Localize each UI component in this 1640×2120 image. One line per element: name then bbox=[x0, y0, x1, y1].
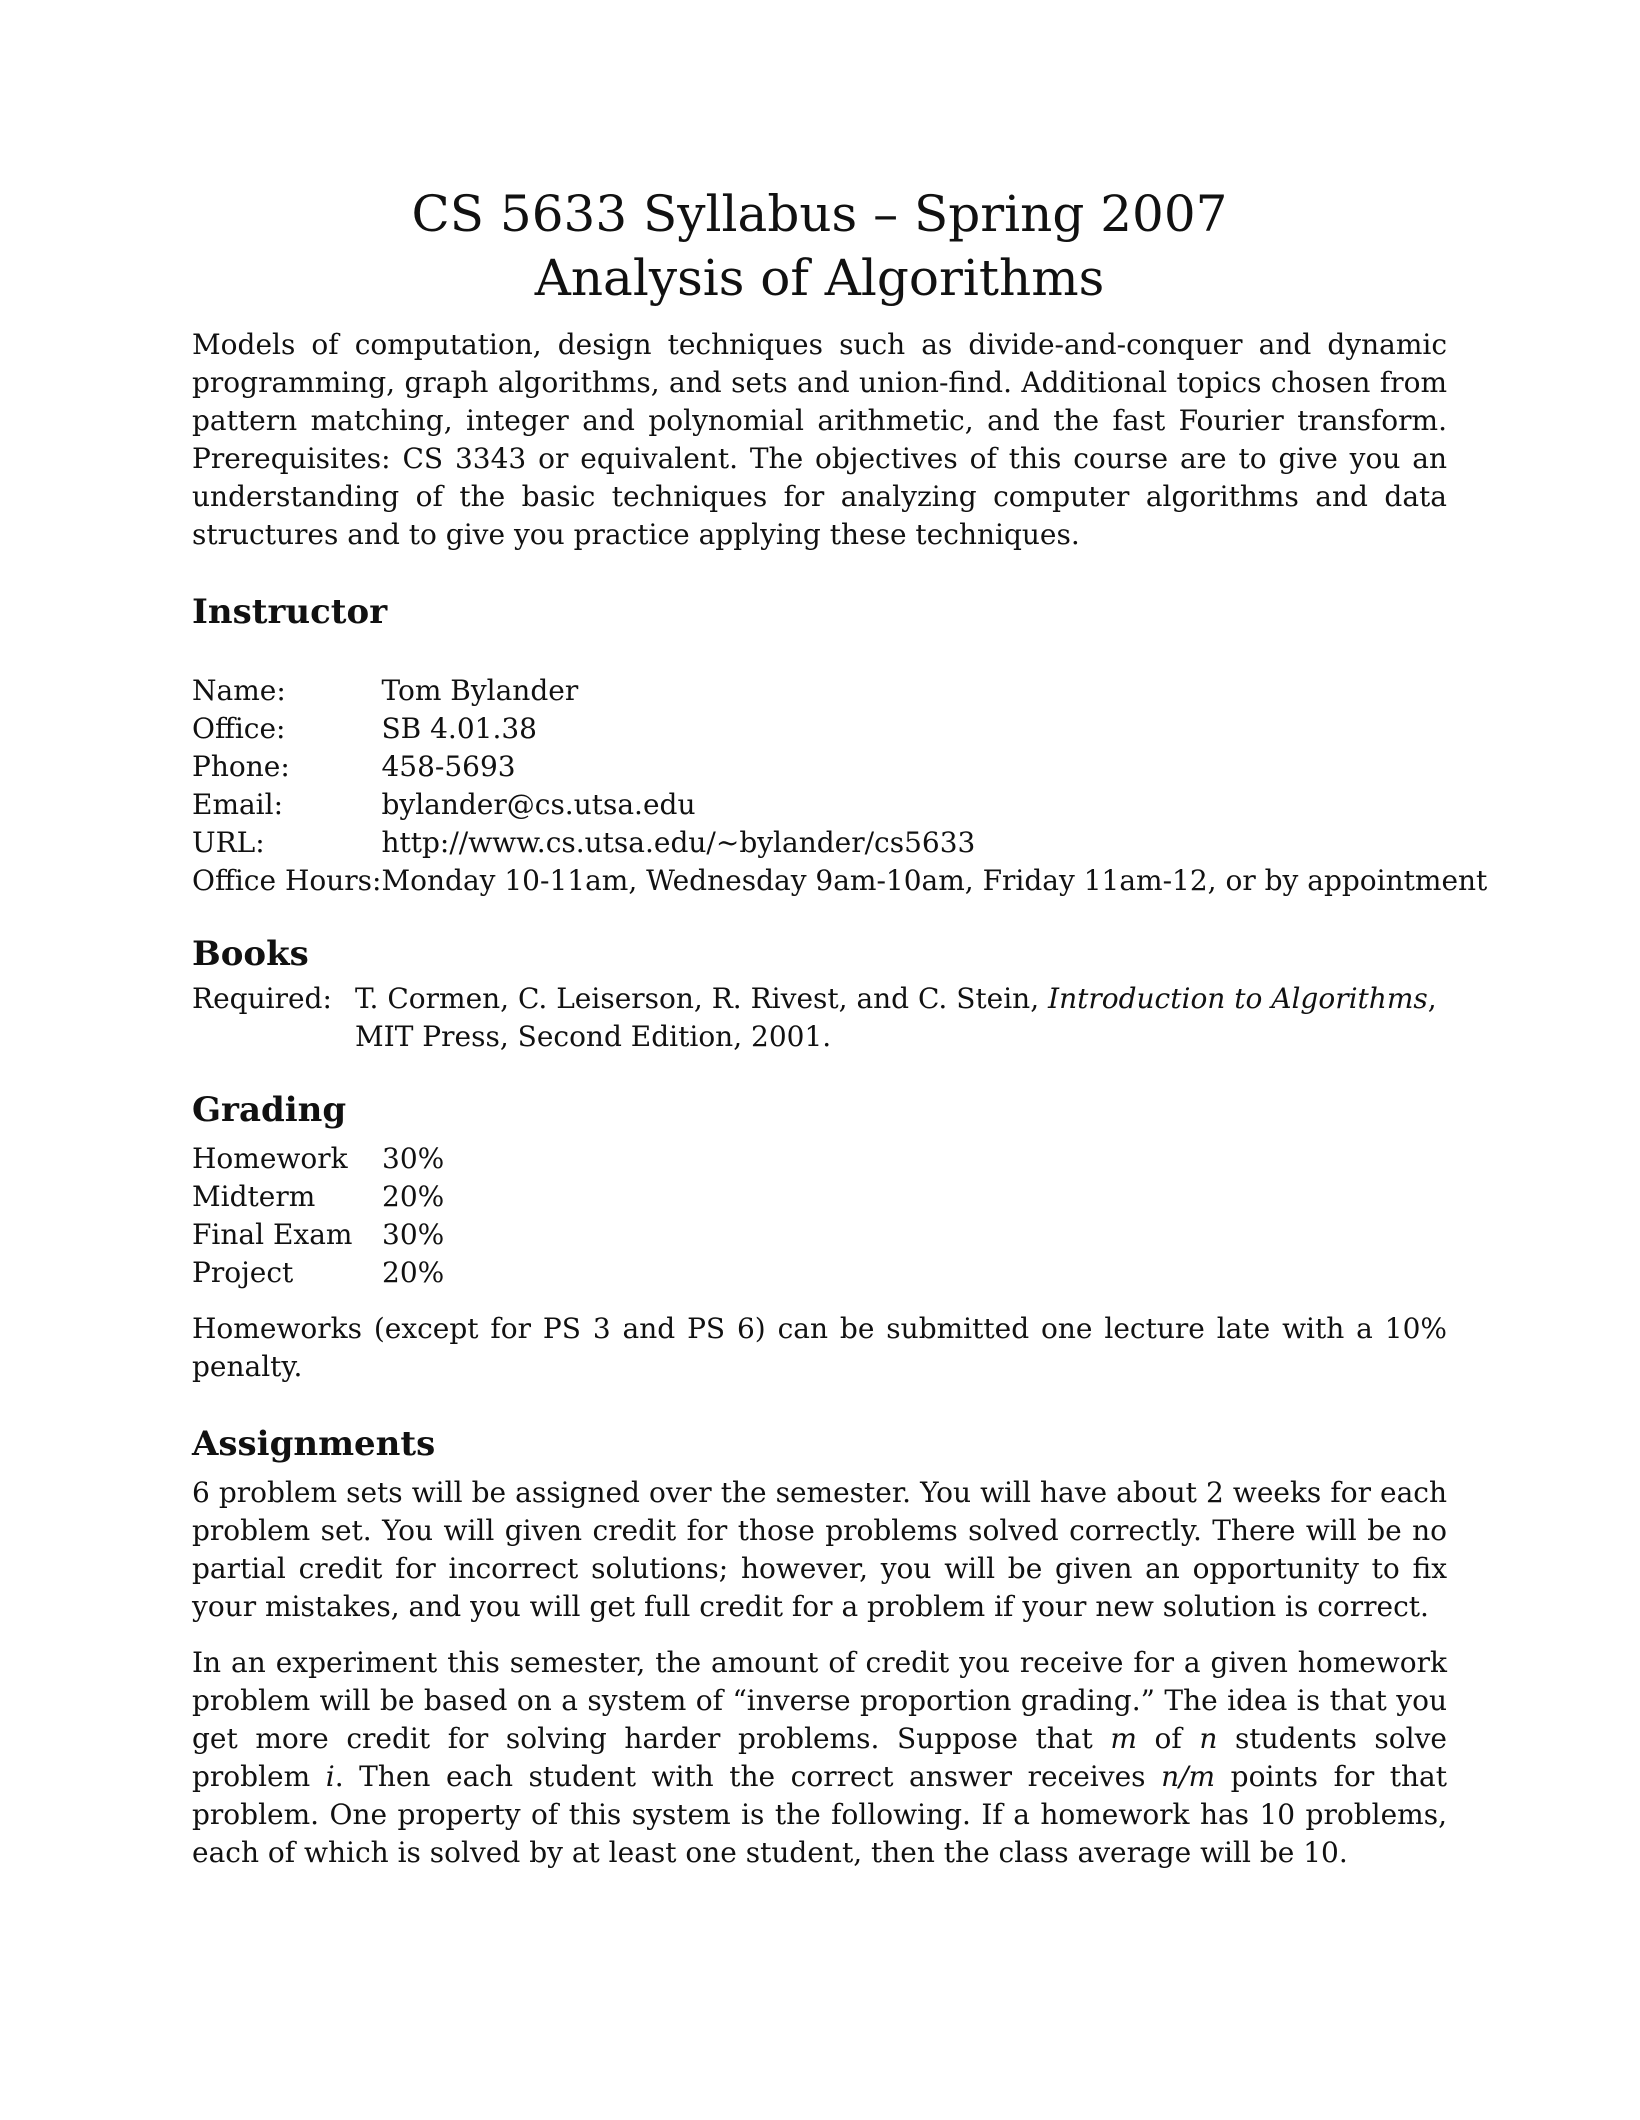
instructor-row-label: Name: bbox=[192, 674, 286, 707]
instructor-row-label: Office: bbox=[192, 712, 286, 745]
section-heading-instructor: Instructor bbox=[192, 592, 388, 632]
section-heading-grading: Grading bbox=[192, 1090, 347, 1130]
books-entry bbox=[192, 980, 1447, 1056]
title-subject: Analysis of Algorithms bbox=[534, 249, 1105, 307]
grading-row-label: Project bbox=[192, 1256, 294, 1289]
grading-row bbox=[192, 1216, 444, 1254]
grading-row-value: 30% bbox=[382, 1142, 445, 1175]
grading-row-label: Midterm bbox=[192, 1180, 316, 1213]
instructor-row-value: bylander@cs.utsa.edu bbox=[381, 788, 696, 821]
assignments-paragraph-1: 6 problem sets will be assigned over the semester. You will have about 2 weeks for each problem set. You will given credit for those problems solved correctly. There will be no partial credit for incorrect solutions; however, you will be given an opportunity to fix your mistakes, and you will get full credit for a problem if your new solution is correct. bbox=[192, 1476, 1447, 1623]
section-heading-books: Books bbox=[192, 934, 309, 974]
instructor-row bbox=[192, 672, 1487, 710]
instructor-row-value: Tom Bylander bbox=[381, 674, 579, 707]
math-var-n: n bbox=[1199, 1722, 1218, 1755]
grading-row bbox=[192, 1178, 444, 1216]
text-run: . Then each student with the correct answer receives bbox=[334, 1760, 1162, 1793]
grading-row-value: 20% bbox=[382, 1256, 445, 1289]
grading-row-label: Homework bbox=[192, 1142, 348, 1175]
math-var-m: m bbox=[1110, 1722, 1137, 1755]
instructor-row-value: SB 4.01.38 bbox=[381, 712, 537, 745]
text-run: In an experiment this semester, the amount of credit you receive for a given homework problem will be based on a system of “inverse proportion grading.” The idea is that you get more credit for solving harder problems. Suppose that bbox=[192, 1646, 1447, 1755]
grading-row bbox=[192, 1140, 444, 1178]
instructor-row bbox=[192, 862, 1487, 900]
instructor-row-value: http://www.cs.utsa.edu/~bylander/cs5633 bbox=[381, 826, 976, 859]
grading-row-label: Final Exam bbox=[192, 1218, 353, 1251]
instructor-row-value: Monday 10-11am, Wednesday 9am-10am, Friday 11am-12, or by appointment bbox=[381, 864, 1488, 897]
assignments-paragraph-2 bbox=[192, 1644, 1447, 1872]
section-heading-assignments: Assignments bbox=[192, 1424, 436, 1464]
grading-row-value: 20% bbox=[382, 1180, 445, 1213]
page-content bbox=[192, 182, 1488, 1872]
instructor-table bbox=[192, 672, 1487, 900]
text-run: students solve problem bbox=[192, 1722, 1447, 1793]
instructor-row bbox=[192, 786, 1487, 824]
text-run: points for that problem. One property of this system is the following. If a homework has 10 problems, each of which is solved by at least one student, then the class average will be 10. bbox=[192, 1760, 1447, 1869]
text-run: of bbox=[1136, 1722, 1200, 1755]
instructor-row-label: Phone: bbox=[192, 750, 290, 783]
instructor-row-label: Office Hours: bbox=[192, 864, 382, 897]
instructor-row-value: 458-5693 bbox=[381, 750, 516, 783]
math-var-i: i bbox=[325, 1760, 335, 1793]
grading-table bbox=[192, 1140, 444, 1292]
instructor-row-label: URL: bbox=[192, 826, 265, 859]
page-title bbox=[192, 182, 1447, 310]
book-authors: T. Cormen, C. Leiserson, R. Rivest, and C. Stein, bbox=[355, 982, 1049, 1015]
math-expr-n-over-m: n/m bbox=[1161, 1760, 1216, 1793]
books-citation bbox=[355, 980, 1447, 1056]
instructor-row bbox=[192, 748, 1487, 786]
book-title: Introduction to Algorithms bbox=[1048, 982, 1428, 1015]
book-publisher: , MIT Press, Second Edition, 2001. bbox=[355, 982, 1437, 1053]
instructor-row bbox=[192, 824, 1487, 862]
instructor-row bbox=[192, 710, 1487, 748]
grading-row bbox=[192, 1254, 444, 1292]
grading-note: Homeworks (except for PS 3 and PS 6) can be submitted one lecture late with a 10% penalty. bbox=[192, 1312, 1447, 1383]
instructor-row-label: Email: bbox=[192, 788, 284, 821]
books-label: Required: bbox=[192, 982, 332, 1015]
grading-row-value: 30% bbox=[382, 1218, 445, 1251]
course-description: Models of computation, design techniques such as divide-and-conquer and dynamic programming, graph algorithms, and sets and union-find. Additional topics chosen from pattern matching, integer and polynomial arithmetic, and the fast Fourier transform. Prerequisites: CS 3343 or equivalent. The objectives of this course are to give you an understanding of the basic techniques for analyzing computer algorithms and data structures and to give you practice applying these techniques. bbox=[192, 328, 1447, 551]
title-course: CS 5633 Syllabus – Spring 2007 bbox=[411, 185, 1228, 243]
